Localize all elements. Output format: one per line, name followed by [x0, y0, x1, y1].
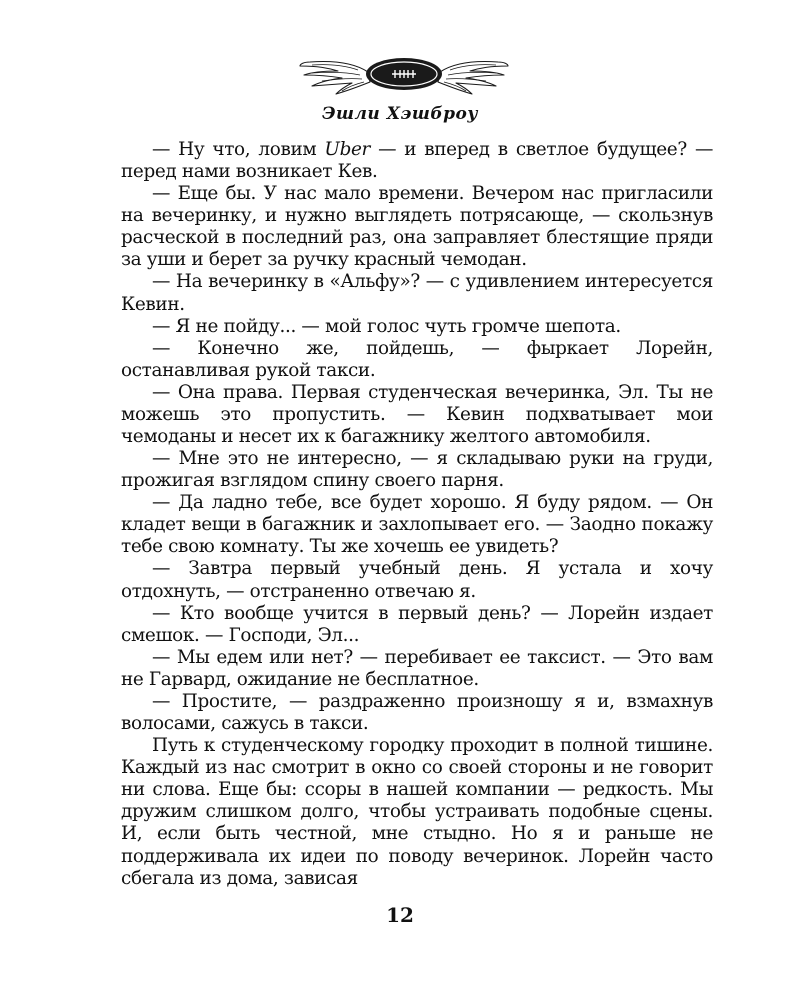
paragraph: — Кто вообще учится в первый день? — Лорейн издает смешок. — Господи, Эл... — [121, 602, 713, 646]
paragraph: — Да ладно тебе, все будет хорошо. Я буду рядом. — Он кладет вещи в багажник и захлопывает его. — Заодно покажу тебе свою комнату. Ты же хочешь ее увидеть? — [121, 492, 713, 558]
paragraph-italic-text: Uber — [324, 139, 370, 160]
paragraph-text: — Ну что, ловим — [152, 139, 325, 160]
paragraph: — Завтра первый учебный день. Я устала и хочу отдохнуть, — отстраненно отвечаю я. — [121, 558, 713, 602]
running-header-author: Эшли Хэшброу — [321, 104, 479, 124]
paragraph: — Мне это не интересно, — я складываю руки на груди, прожигая взглядом спину своего парня. — [121, 448, 713, 492]
paragraph: — Еще бы. У нас мало времени. Вечером нас пригласили на вечеринку, и нужно выглядеть потрясающе, — скользнув расческой в последний раз, она заправляет блестящие пряди за уши и берет за ручку красный чемодан. — [121, 183, 713, 271]
paragraph: — Мы едем или нет? — перебивает ее таксист. — Это вам не Гарвард, ожидание не бесплатное. — [121, 646, 713, 690]
page-number: 12 — [386, 903, 414, 927]
paragraph-text: — и вперед в светлое будущее? — перед нами возникает Кев. — [121, 139, 713, 183]
paragraph: — На вечеринку в «Альфу»? — с удивлением интересуется Кевин. — [121, 271, 713, 315]
paragraph: — Она права. Первая студенческая вечеринка, Эл. Ты не можешь это пропустить. — Кевин подхватывает мои чемоданы и несет их к багажнику желтого автомобиля. — [121, 381, 713, 448]
paragraph — [121, 139, 713, 183]
paragraph: Путь к студенческому городку проходит в полной тишине. Каждый из нас смотрит в окно со своей стороны и не говорит ни слова. Еще бы: ссоры в нашей компании — редкость. Мы дружим слишком долго, чтобы устраивать подобные сцены. И, если быть честной, мне стыдно. Но я и раньше не поддерживала их идеи по поводу вечеринок. Лорейн часто сбегала из дома, зависая — [121, 735, 713, 889]
body-text — [121, 139, 713, 890]
paragraph: — Конечно же, пойдешь, — фыркает Лорейн, останавливая рукой такси. — [121, 337, 713, 381]
paragraph: — Я не пойду... — мой голос чуть громче шепота. — [152, 315, 621, 337]
winged-football-emblem — [298, 50, 510, 100]
paragraph: — Простите, — раздраженно произношу я и, взмахнув волосами, сажусь в такси. — [121, 690, 713, 735]
